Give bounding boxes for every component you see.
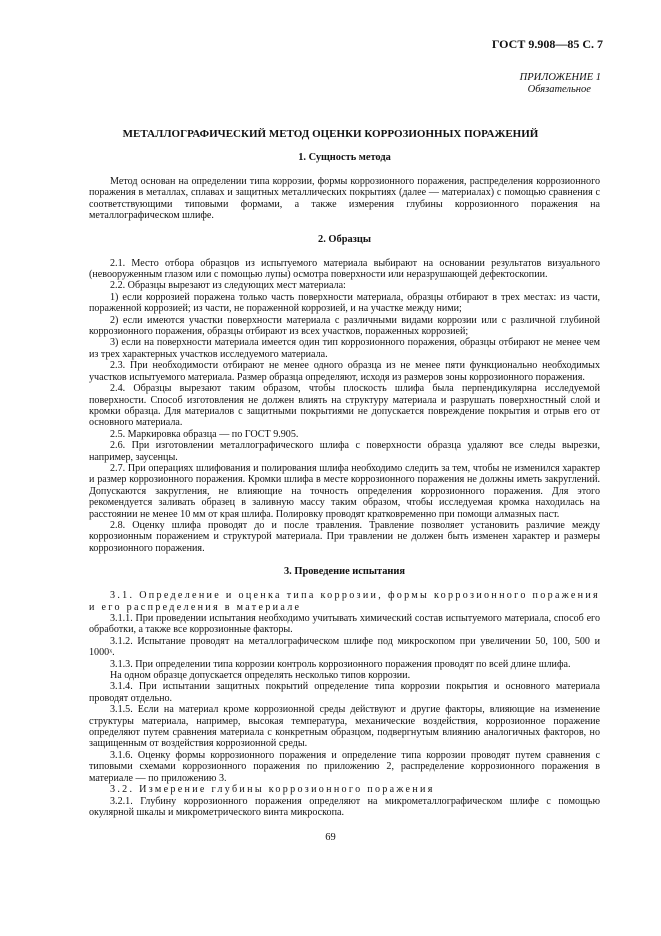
paragraph: 3.1.6. Оценку формы коррозионного поражения и определение типа коррозии проводят путем сравнения с типовыми схемами коррозионного поражения по приложению 2, распределение коррозионного поражения в материале — по приложению 3. xyxy=(89,749,600,784)
paragraph: 3) если на поверхности материала имеется один тип коррозионного поражения, образцы отбирают не менее чем из трех характерных участков исследуемого материала. xyxy=(89,337,600,360)
subsection-heading: 3.1. Определение и оценка типа коррозии, формы коррозионного поражения и его распределения в материале xyxy=(89,590,600,613)
paragraph: 3.1.5. Если на материал кроме коррозионной среды действуют и другие факторы, влияющие на изменение структуры материала, например, высокая температура, механические воздействия, коррозионное поражение определяют путем сравнения материала с конкретным образцом, подвергнутым влиянию аналогичных факторов, но защищенным от воздействия коррозионной среды. xyxy=(89,704,600,750)
paragraph: 2.2. Образцы вырезают из следующих мест материала: xyxy=(110,280,346,292)
paragraph: 2) если имеются участки поверхности материала с различными видами коррозии или с различной глубиной коррозионного поражения, образцы отбирают из всех участков, пораженных коррозией; xyxy=(89,314,600,338)
page-number: 69 xyxy=(325,832,336,843)
paragraph: 2.3. При необходимости отбирают не менее одного образца из не менее пяти функционально необходимых участков испытуемого материала. Размер образца определяют, исходя из размеров зоны коррозионного поражения. xyxy=(89,360,600,383)
paragraph: 2.6. При изготовлении металлографического шлифа с поверхности образца удаляют все следы вырезки, например, заусенцы. xyxy=(89,440,600,463)
subsection-heading: 3.2. Измерение глубины коррозионного поражения xyxy=(110,784,435,796)
paragraph: Метод основан на определении типа коррозии, формы коррозионного поражения, распределения коррозионного поражения в металлах, сплавах и защитных металлических покрытиях (далее — материалах) с помощью сравнения с соответствующими типовыми формами, а также измерения глубины коррозионного поражения на металлографическом шлифе. xyxy=(89,176,600,222)
paragraph: 3.1.2. Испытание проводят на металлографическом шлифе под микроскопом при увеличении 50, 100, 500 и 1000ˣ. xyxy=(89,635,600,659)
paragraph: 3.1.1. При проведении испытания необходимо учитывать химический состав испытуемого материала, способ его обработки, а также все коррозионные факторы. xyxy=(89,613,600,636)
paragraph: На одном образце допускается определять несколько типов коррозии. xyxy=(110,670,411,682)
paragraph: 2.7. При операциях шлифования и полирования шлифа необходимо следить за тем, чтобы не изменился характер и размер коррозионного поражения. Кромки шлифа в месте коррозионного поражения не должны иметь закруглений. Допускаются закругления, не влияющие на точность определения коррозионного поражения. Для этого рекомендуется заливать образец в заливную массу таким образом, чтобы исследуемая кромка находилась на расстоянии не менее 10 мм от края шлифа. Полировку проводят кратковременно при помощи алмазных паст. xyxy=(89,462,600,520)
paragraph: 3.2.1. Глубину коррозионного поражения определяют на микрометаллографическом шлифе с помощью окулярной шкалы и микрометрического винта микроскопа. xyxy=(89,795,600,818)
paragraph: 2.5. Маркировка образца — по ГОСТ 9.905. xyxy=(110,428,299,440)
section-heading: 2. Образцы xyxy=(318,233,371,245)
appendix-number: ПРИЛОЖЕНИЕ 1 xyxy=(519,72,601,83)
paragraph: 1) если коррозией поражена только часть поверхности материала, образцы отбирают в трех местах: из части, пораженной коррозией; из части, не пораженной коррозией, и на участке между ними; xyxy=(89,291,600,315)
document-title: МЕТАЛЛОГРАФИЧЕСКИЙ МЕТОД ОЦЕНКИ КОРРОЗИОННЫХ ПОРАЖЕНИЙ xyxy=(122,128,539,140)
document-body xyxy=(89,152,600,818)
paragraph: 2.1. Место отбора образцов из испытуемого материала выбирают на основании результатов визуального (невооруженным глазом или с помощью лупы) осмотра поверхности или неразрушающей дефектоскопии. xyxy=(89,257,600,281)
section-heading: 1. Сущность метода xyxy=(298,152,391,163)
paragraph: 3.1.4. При испытании защитных покрытий определение типа коррозии покрытия и основного материала проводят отдельно. xyxy=(89,681,600,704)
page-header: ГОСТ 9.908—85 С. 7 xyxy=(491,37,603,51)
appendix-label xyxy=(520,72,601,96)
section-heading: 3. Проведение испытания xyxy=(283,566,406,578)
appendix-status: Обязательное xyxy=(527,84,591,95)
paragraph: 2.4. Образцы вырезают таким образом, чтобы плоскость шлифа была перпендикулярна исследуемой поверхности. Способ изготовления не должен влиять на структуру материала и разрушать поверхностный слой и кромки образца. Для материалов с защитными покрытиями не допускается повреждение покрытия и отрыв его от основного материала. xyxy=(89,383,600,429)
paragraph: 3.1.3. При определении типа коррозии контроль коррозионного поражения проводят по всей длине шлифа. xyxy=(110,658,571,670)
paragraph: 2.8. Оценку шлифа проводят до и после травления. Травление позволяет установить различие между коррозионным поражением и структурой материала. При травлении не должен быть изменен характер и размеры коррозионного поражения. xyxy=(89,519,600,554)
